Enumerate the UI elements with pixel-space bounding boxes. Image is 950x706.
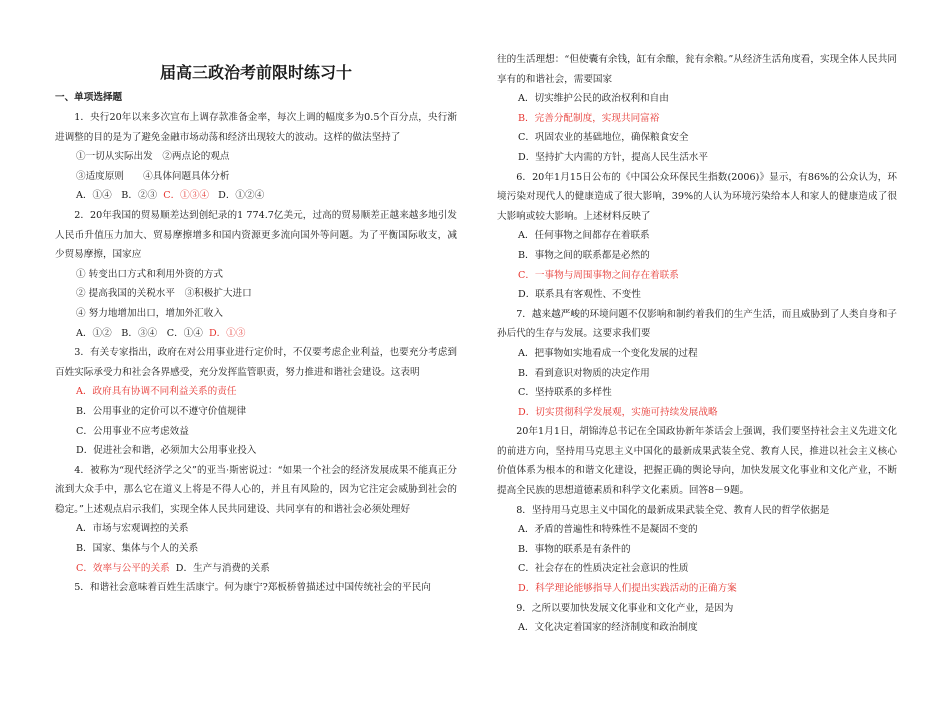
q4-option-b: B．国家、集体与个人的关系 [76,543,199,555]
q1-statements-1: ①一切从实际出发 ②两点论的观点 [76,151,230,163]
q3-stem: 3．有关专家指出，政府在对公用事业进行定价时，不仅要考虑企业利益，也要充分考虑到百姓实际承受力和社会各界感受，充分发挥监管职责，努力推进和谐社会建设。这表明 [55,347,457,378]
q5-option-b-answer: B．完善分配制度，实现共同富裕 [518,112,660,124]
q1-answers [55,186,457,206]
q6-stem: 6．20年1月15日公布的《中国公众环保民生指数(2006)》显示，有86%的公众认为，环境污染对现代人的健康造成了很大影响，39%的人认为环境污染给本人和家人的健康造成了很大影响或较大影响。上述材料反映了 [497,171,897,222]
q7-option-d-answer: D．切实贯彻科学发展观，实施可持续发展战略 [518,406,718,418]
section-heading: 一、单项选择题 [55,92,123,103]
q1-statements-2: ③适度原则 ④具体问题具体分析 [76,170,230,182]
q6-option-d: D．联系具有客观性、不变性 [518,289,641,301]
q1-option-ab: A．①④ B．②③ [76,190,158,202]
q8-stem: 8．坚持用马克思主义中国化的最新成果武装全党、教育人民的哲学依据是 [516,504,830,516]
q3-option-d: D．促进社会和谐，必须加大公用事业投入 [76,445,257,457]
q2-answers [55,324,457,344]
q3-option-a-answer: A．政府具有协调不同利益关系的责任 [76,386,237,398]
q1-option-d: D．①②④ [218,190,265,202]
q5-option-d: D．坚持扩大内需的方针，提高人民生活水平 [518,151,708,163]
q7-option-b: B．看到意识对物质的决定作用 [518,367,650,379]
reading-material: 20年1月1日，胡锦涛总书记在全国政协新年茶话会上强调，我们要坚持社会主义先进文化的前进方向，坚持用马克思主义中国化的最新成果武装全党、教育人民，推进以社会主义核心价值体系为根本的和谐文化建设，把握正确的舆论导向，加快发展文化事业和文化产业，不断提高全民族的思想道德素质和科学文化素质。回答8－9题。 [497,426,897,497]
q1-option-c-answer: C．①③④ [163,190,209,202]
q4-option-d: D．生产与消费的关系 [175,562,270,574]
q4-option-c-answer: C．效率与公平的关系 [76,562,170,574]
q2-statement-3: ④ 努力地增加出口，增加外汇收入 [76,307,223,319]
q2-statement-2: ② 提高我国的关税水平 ③积极扩大进口 [76,288,252,300]
q6-option-a: A．任何事物之间都存在着联系 [518,230,650,242]
q8-option-a: A．矛盾的普遍性和特殊性不是凝固不变的 [518,524,698,536]
q9-stem: 9．之所以要加快发展文化事业和文化产业，是因为 [516,602,734,614]
q3-option-b: B．公用事业的定价可以不遵守价值规律 [76,405,247,417]
q4-stem: 4．被称为“现代经济学之父”的亚当·斯密说过：“如果一个社会的经济发展成果不能真正分流到大众手中，那么它在道义上将是不得人心的，并且有风险的，因为它注定会威胁到社会的稳定。”上述观点启示我们，实现全体人民共同建设、共同享有的和谐社会必须处理好 [55,464,457,515]
page-title: 届高三政治考前限时练习十 [159,63,352,82]
right-column [497,50,897,638]
q9-option-a: A．文化决定着国家的经济制度和政治制度 [518,622,698,634]
q6-option-c-answer: C．一事物与周围事物之间存在着联系 [518,269,679,281]
q5-stem-cont: 往的生活理想：“但使囊有余钱，缸有余酿，瓮有余粮。”从经济生活角度看，实现全体人民共同享有的和谐社会，需要国家 [497,54,897,85]
q2-option-abc: A．①② B．③④ C．①④ [76,327,203,339]
q3-option-c: C．公用事业不应考虑效益 [76,425,189,437]
q2-stem: 2．20年我国的贸易顺差达到创纪录的1 774.7亿美元，过高的贸易顺差正越来越多地引发人民币升值压力加大、贸易摩擦增多和国内资源更多流向国外等问题。为了平衡国际收支，减少贸易摩擦，国家应 [55,209,457,261]
q8-option-b: B．事物的联系是有条件的 [518,543,631,555]
q4-option-a: A．市场与宏观调控的关系 [76,523,189,535]
q2-option-d-answer: D．①③ [208,327,246,339]
q4-options-cd [55,559,457,579]
q1-stem: 1．央行20年以来多次宣布上调存款准备金率，每次上调的幅度多为0.5个百分点，央行渐进调整的目的是为了避免金融市场动荡和经济出现较大的波动。这样的做法坚持了 [55,112,457,143]
q5-stem: 5．和谐社会意味着百姓生活康宁。何为康宁?郑板桥曾描述过中国传统社会的平民向 [74,582,431,594]
q5-option-a: A．切实维护公民的政治权利和自由 [518,93,669,105]
left-column [55,108,457,598]
q7-option-a: A．把事物如实地看成一个变化发展的过程 [518,347,698,359]
q2-statement-1: ① 转变出口方式和利用外资的方式 [76,268,223,280]
q6-option-b: B．事物之间的联系都是必然的 [518,249,650,261]
q7-option-c: C．坚持联系的多样性 [518,387,612,399]
q5-option-c: C．巩固农业的基础地位，确保粮食安全 [518,132,689,144]
q8-option-c: C．社会存在的性质决定社会意识的性质 [518,563,689,575]
q7-stem: 7．越来越严峻的环境问题不仅影响和制约着我们的生产生活，而且威胁到了人类自身和子孙后代的生存与发展。这要求我们要 [497,308,897,340]
q8-option-d-answer: D．科学理论能够指导人们提出实践活动的正确方案 [518,583,737,595]
